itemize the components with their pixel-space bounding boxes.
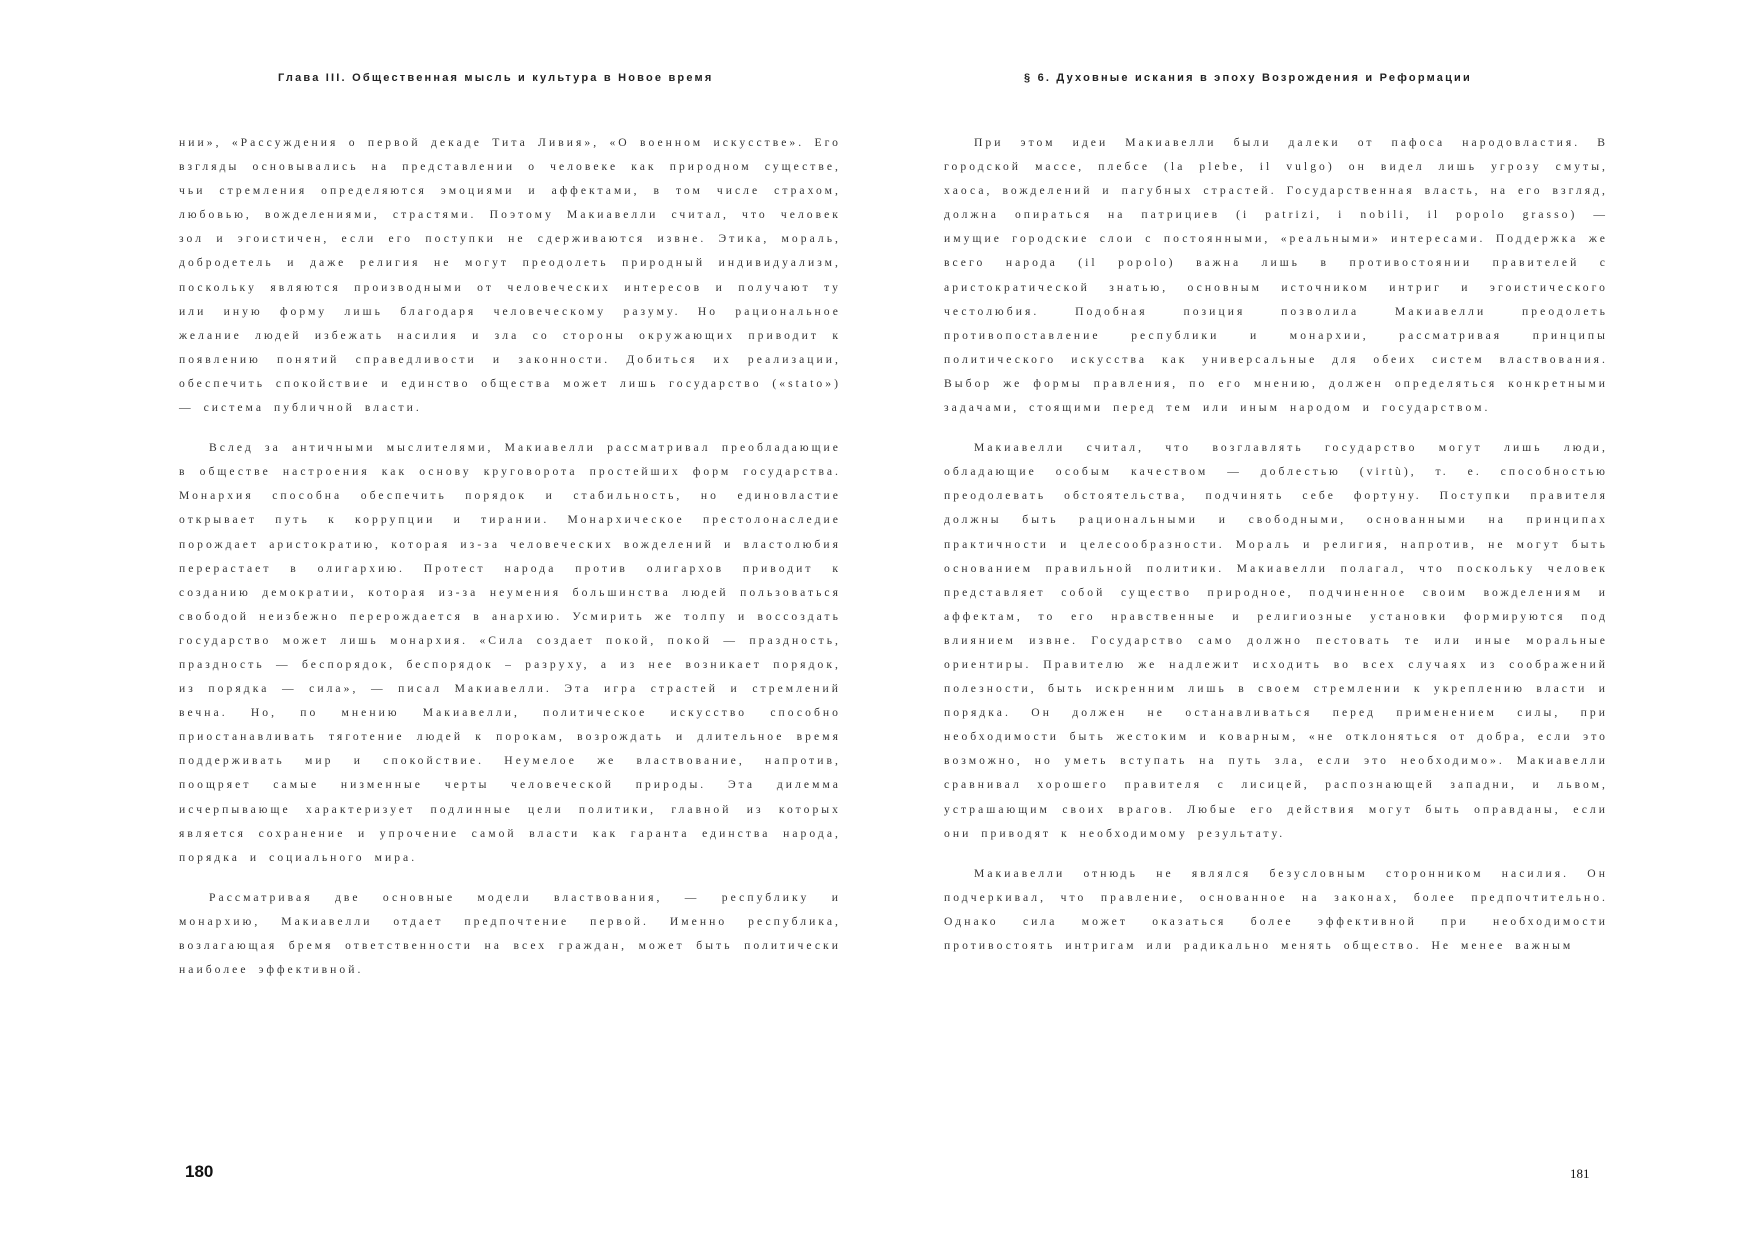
left-paragraph-1: нии», «Рассуждения о первой декаде Тита Ливия», «О военном искусстве». Его взгляды основывались на представлении о человеке как природном существе, чьи стремления определяются эмоциями и аффектами, в том числе страхом, любовью, вожделениями, страстями. Поэтому Макиавелли считал, что человек зол и эгоистичен, если его поступки не сдерживаются извне. Этика, мораль, добродетель и даже религия не могут преодолеть природный индивидуализм, поскольку являются производными от человеческих интересов и получают ту или иную форму лишь благодаря человеческому разуму. Но рациональное желание людей избежать насилия и зла со стороны окружающих приводит к появлению понятий справедливости и законности. Добиться их реализации, обеспечить спокойствие и единство общества может лишь государство («stato») — система публичной власти. bbox=[179, 136, 841, 415]
running-head-right: § 6. Духовные искания в эпоху Возрождения и Реформации bbox=[1024, 72, 1472, 84]
left-paragraph-3: Рассматривая две основные модели властвования, — республику и монархию, Макиавелли отдает предпочтение первой. Именно республика, возлагающая бремя ответственности на всех граждан, может быть политически наиболее эффективной. bbox=[179, 890, 841, 977]
running-head-left: Глава III. Общественная мысль и культура в Новое время bbox=[278, 72, 714, 84]
page-number-left: 180 bbox=[185, 1162, 214, 1181]
right-paragraph-1: При этом идеи Макиавелли были далеки от пафоса народовластия. В городской массе, плебсе (la plebe, il vulgo) он видел лишь угрозу смуты, хаоса, вожделений и пагубных страстей. Государственная власть, на его взгляд, должна опираться на патрициев (i patrizi, i nobili, il popolo grasso) — имущие городские слои с постоянными, «реальными» интересами. Поддержка же всего народа (il popolo) важна лишь в противостоянии правителей с аристократической знатью, основным источником интриг и эгоистического честолюбия. Подобная позиция позволила Макиавелли преодолеть противопоставление республики и монархии, рассматривая принципы политического искусства как универсальные для обеих систем властвования. Выбор же формы правления, по его мнению, должен определяться конкретными задачами, стоящими перед тем или иным народом и государством. bbox=[944, 136, 1608, 415]
left-page-body bbox=[179, 131, 841, 998]
right-page-body bbox=[944, 131, 1608, 974]
right-paragraph-3: Макиавелли отнюдь не являлся безусловным сторонником насилия. Он подчеркивал, что правление, основанное на законах, более предпочтительно. Однако сила может оказаться более эффективной при необходимости противостоять интригам или радикально менять общество. Не менее важным bbox=[944, 866, 1608, 952]
page-number-right: 181 bbox=[1570, 1166, 1590, 1181]
right-paragraph-2: Макиавелли считал, что возглавлять государство могут лишь люди, обладающие особым качеством — доблестью (virtù), т. е. способностью преодолевать обстоятельства, подчинять себе фортуну. Поступки правителя должны быть рациональными и свободными, основанными на принципах практичности и целесообразности. Мораль и религия, напротив, не могут быть основанием правильной политики. Макиавелли полагал, что поскольку человек представляет собой существо природное, подчиненное своим вожделениям и аффектам, то его нравственные и религиозные установки формируются под влиянием извне. Государство само должно пестовать те или иные моральные ориентиры. Правителю же надлежит исходить во всех случаях из соображений полезности, быть искренним лишь в своем стремлении к укреплению власти и порядка. Он должен не останавливаться перед применением силы, при необходимости быть жестоким и коварным, «не отклоняться от добра, если это возможно, но уметь вступать на путь зла, если это необходимо». Макиавелли сравнивал хорошего правителя с лисицей, распознающей западни, и львом, устрашающим своих врагов. Любые его действия могут быть оправданы, если они приводят к необходимому результату. bbox=[944, 441, 1608, 840]
left-paragraph-2: Вслед за античными мыслителями, Макиавелли рассматривал преобладающие в обществе настроения как основу круговорота простейших форм государства. Монархия способна обеспечить порядок и стабильность, но единовластие открывает путь к коррупции и тирании. Монархическое престолонаследие порождает аристократию, которая из-за человеческих вожделений и властолюбия перерастает в олигархию. Протест народа против олигархов приводит к созданию демократии, которая из-за неумения большинства людей пользоваться свободой неизбежно перерождается в анархию. Усмирить же толпу и воссоздать государство может лишь монархия. «Сила создает покой, покой — праздность, праздность — беспорядок, беспорядок – разруху, а из нее возникает порядок, из порядка — сила», — писал Макиавелли. Эта игра страстей и стремлений вечна. Но, по мнению Макиавелли, политическое искусство способно приостанавливать тяготение людей к порокам, возрождать и длительное время поддерживать мир и спокойствие. Неумелое же властвование, напротив, поощряет самые низменные черты человеческой природы. Эта дилемма исчерпывающе характеризует подлинные цели политики, главной из которых является сохранение и упрочение самой власти как гаранта единства народа, порядка и социального мира. bbox=[179, 441, 841, 864]
right-page bbox=[877, 0, 1754, 1239]
